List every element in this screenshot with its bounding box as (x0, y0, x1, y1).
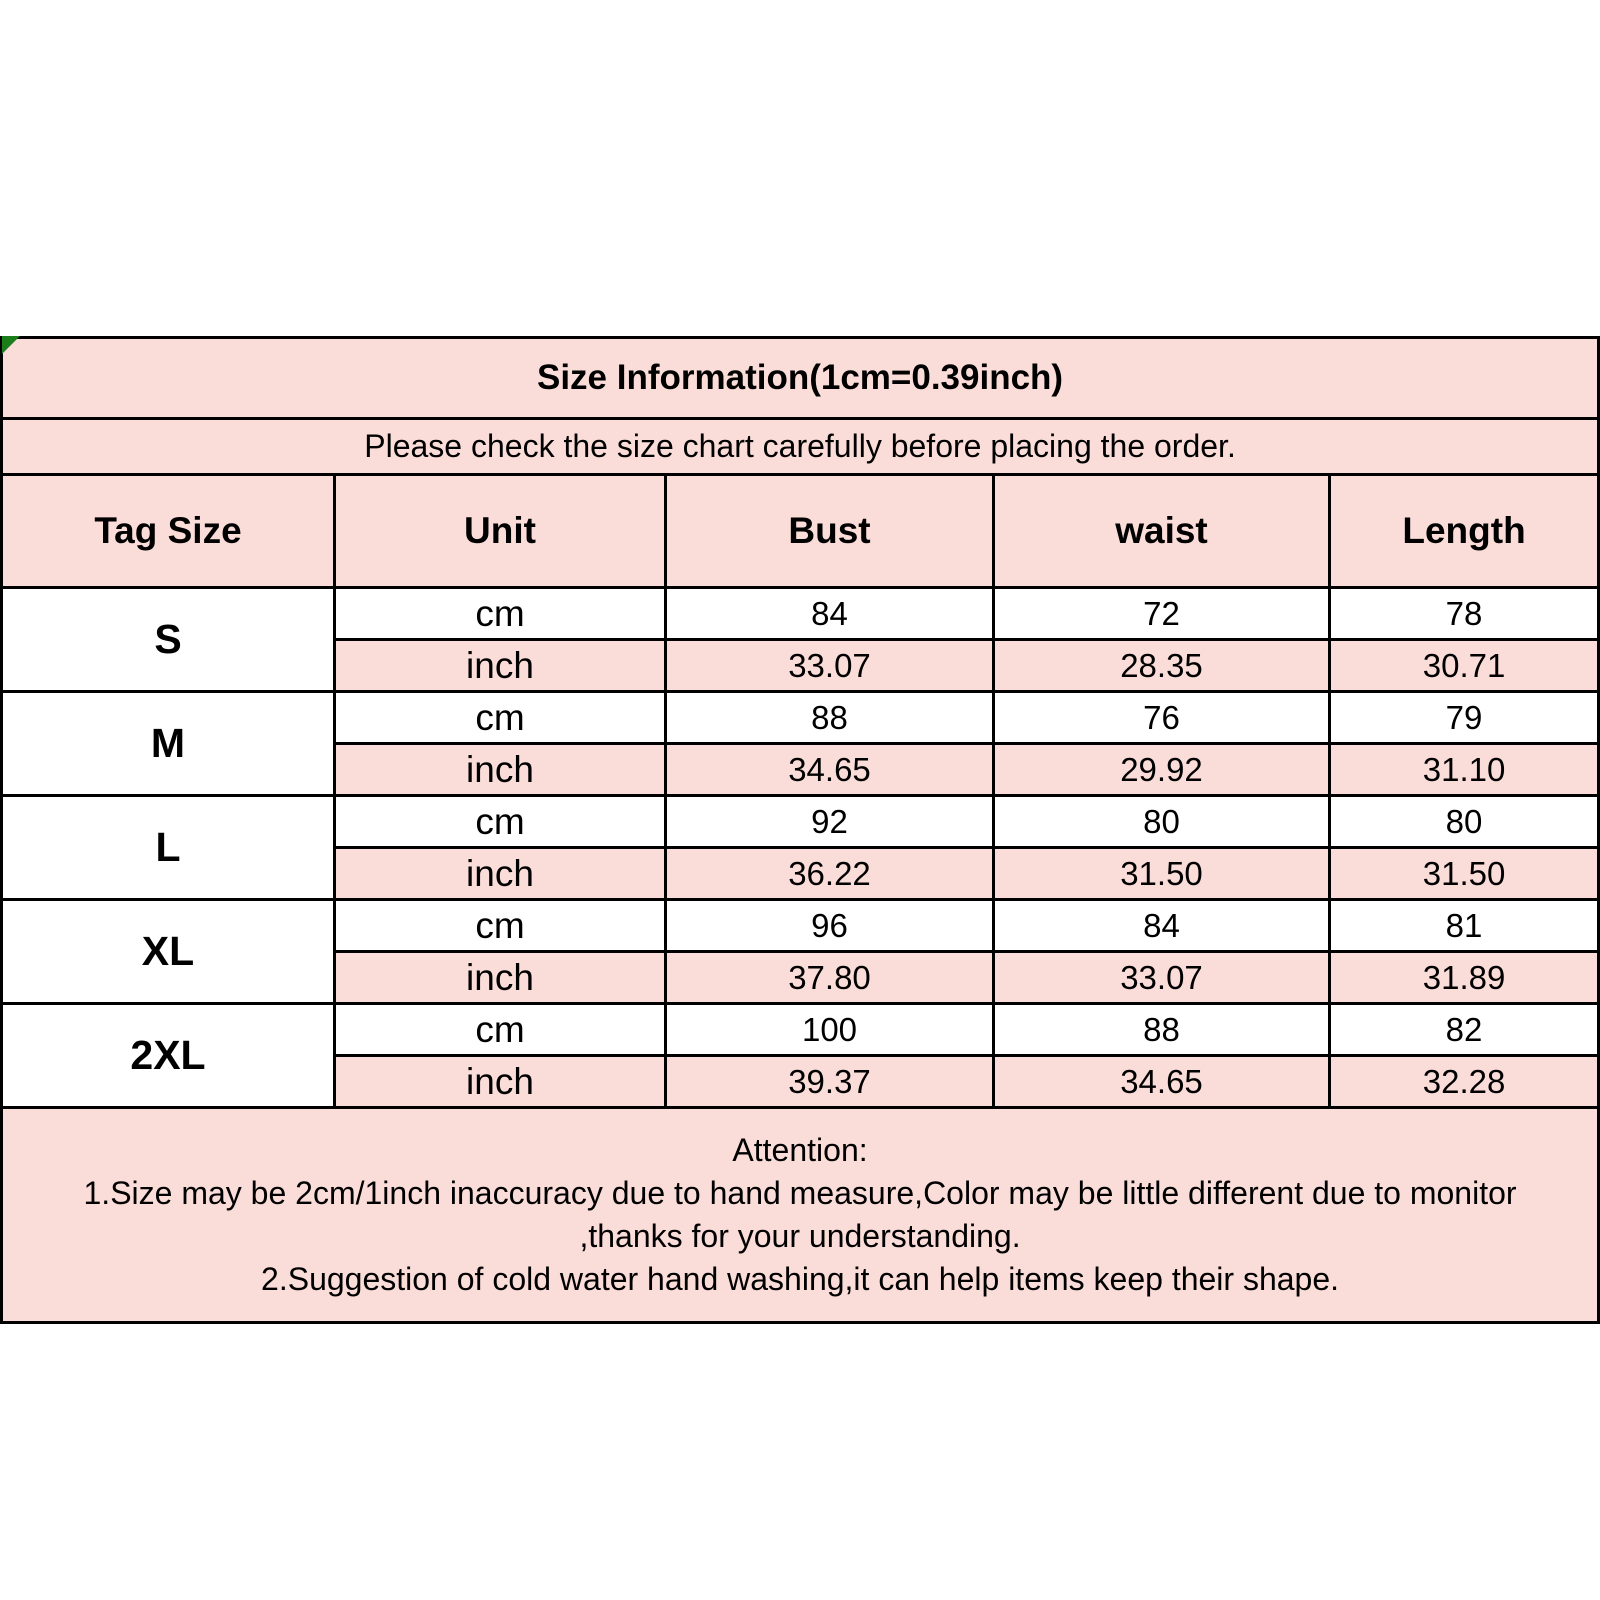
value-l-inch-length: 31.50 (1330, 848, 1599, 900)
value-m-cm-bust: 88 (666, 692, 994, 744)
value-xl-inch-waist: 33.07 (994, 952, 1330, 1004)
table-row-xl-cm (2, 900, 1599, 952)
unit-cell-inch: inch (335, 640, 666, 692)
value-2xl-cm-bust: 100 (666, 1004, 994, 1056)
header-cell-bust: Bust (666, 475, 994, 588)
unit-cell-inch: inch (335, 1056, 666, 1108)
table-row-m-cm (2, 692, 1599, 744)
size-label-l: L (2, 796, 335, 900)
table-subtitle-row (2, 419, 1599, 475)
value-2xl-cm-waist: 88 (994, 1004, 1330, 1056)
value-m-cm-length: 79 (1330, 692, 1599, 744)
value-s-cm-length: 78 (1330, 588, 1599, 640)
value-xl-cm-length: 81 (1330, 900, 1599, 952)
attention-cell (2, 1108, 1599, 1323)
unit-cell-inch: inch (335, 744, 666, 796)
value-2xl-inch-bust: 39.37 (666, 1056, 994, 1108)
table-row-l-cm (2, 796, 1599, 848)
attention-note-1: 1.Size may be 2cm/1inch inaccuracy due to hand measure,Color may be little different due to monitor (83, 1175, 1517, 1211)
size-label-2xl: 2XL (2, 1004, 335, 1108)
size-label-xl: XL (2, 900, 335, 1004)
size-label-m: M (2, 692, 335, 796)
unit-cell-inch: inch (335, 848, 666, 900)
header-cell-tag-size: Tag Size (2, 475, 335, 588)
value-s-inch-waist: 28.35 (994, 640, 1330, 692)
value-l-inch-bust: 36.22 (666, 848, 994, 900)
table-row-s-cm (2, 588, 1599, 640)
table-header-row (2, 475, 1599, 588)
value-2xl-inch-length: 32.28 (1330, 1056, 1599, 1108)
attention-note-2: 2.Suggestion of cold water hand washing,it can help items keep their shape. (261, 1261, 1340, 1297)
value-l-inch-waist: 31.50 (994, 848, 1330, 900)
table-row-2xl-cm (2, 1004, 1599, 1056)
unit-cell-inch: inch (335, 952, 666, 1004)
header-cell-length: Length (1330, 475, 1599, 588)
unit-cell-cm: cm (335, 588, 666, 640)
size-label-s: S (2, 588, 335, 692)
value-2xl-cm-length: 82 (1330, 1004, 1599, 1056)
value-l-cm-bust: 92 (666, 796, 994, 848)
value-xl-cm-waist: 84 (994, 900, 1330, 952)
value-m-cm-waist: 76 (994, 692, 1330, 744)
attention-note-1-cont: ,thanks for your understanding. (579, 1218, 1021, 1254)
header-cell-unit: Unit (335, 475, 666, 588)
green-corner-marker-icon (2, 336, 20, 354)
unit-cell-cm: cm (335, 1004, 666, 1056)
value-xl-cm-bust: 96 (666, 900, 994, 952)
value-m-inch-bust: 34.65 (666, 744, 994, 796)
table-subtitle: Please check the size chart carefully before placing the order. (2, 419, 1599, 475)
attention-row (2, 1108, 1599, 1323)
unit-cell-cm: cm (335, 692, 666, 744)
value-l-cm-length: 80 (1330, 796, 1599, 848)
value-2xl-inch-waist: 34.65 (994, 1056, 1330, 1108)
attention-heading: Attention: (732, 1132, 868, 1168)
table-title-row (2, 338, 1599, 419)
value-s-cm-waist: 72 (994, 588, 1330, 640)
value-m-inch-waist: 29.92 (994, 744, 1330, 796)
value-l-cm-waist: 80 (994, 796, 1330, 848)
value-m-inch-length: 31.10 (1330, 744, 1599, 796)
value-xl-inch-bust: 37.80 (666, 952, 994, 1004)
size-chart-table (0, 336, 1600, 1324)
value-s-inch-bust: 33.07 (666, 640, 994, 692)
value-s-cm-bust: 84 (666, 588, 994, 640)
unit-cell-cm: cm (335, 900, 666, 952)
value-xl-inch-length: 31.89 (1330, 952, 1599, 1004)
value-s-inch-length: 30.71 (1330, 640, 1599, 692)
header-cell-waist: waist (994, 475, 1330, 588)
unit-cell-cm: cm (335, 796, 666, 848)
table-title: Size Information(1cm=0.39inch) (2, 338, 1599, 419)
